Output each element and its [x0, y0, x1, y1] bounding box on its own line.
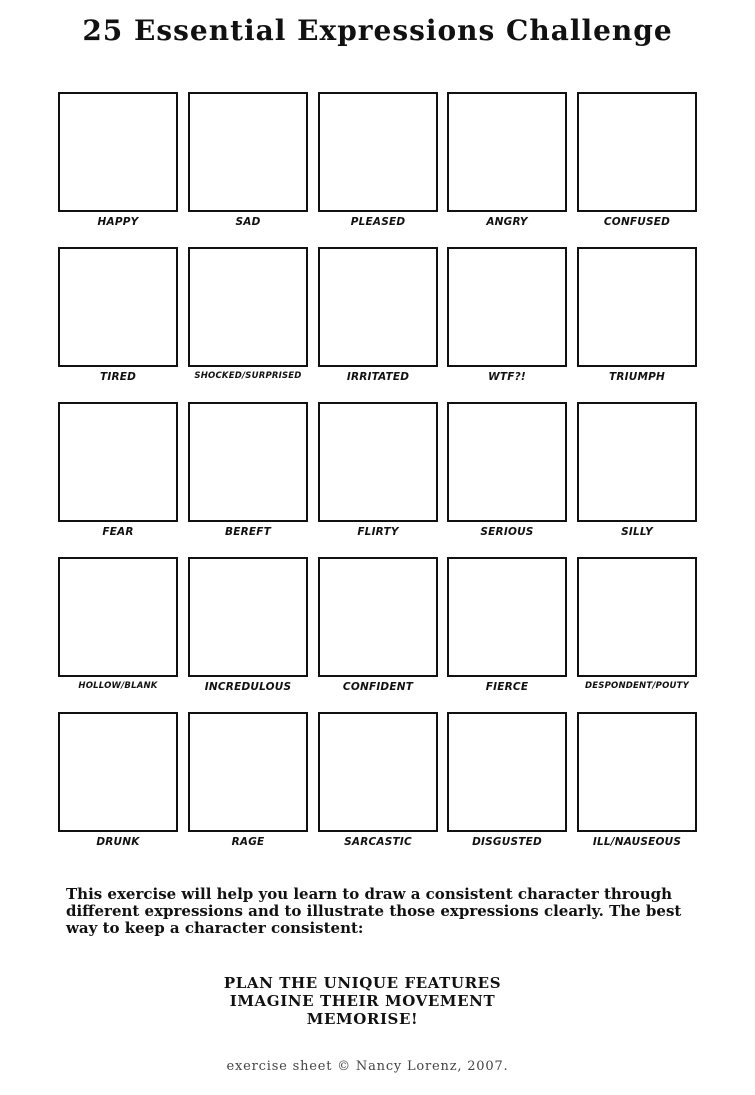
drawing-box — [58, 247, 178, 367]
expression-cell — [577, 402, 697, 552]
drawing-box — [188, 247, 308, 367]
expression-cell — [447, 247, 567, 397]
expression-cell — [577, 247, 697, 397]
expression-label: ILL/NAUSEOUS — [592, 836, 682, 848]
expression-cell — [58, 557, 178, 707]
expression-label: INCREDULOUS — [204, 681, 292, 693]
expression-label: SARCASTIC — [344, 836, 412, 848]
expression-cell — [58, 92, 178, 242]
expression-label: SAD — [235, 216, 261, 228]
drawing-box — [447, 712, 567, 832]
drawing-box — [58, 712, 178, 832]
steps-list — [0, 974, 725, 1028]
drawing-box — [577, 712, 697, 832]
expression-cell — [58, 402, 178, 552]
drawing-box — [188, 402, 308, 522]
drawing-box — [188, 92, 308, 212]
drawing-box — [318, 712, 438, 832]
expression-cell — [318, 557, 438, 707]
step-item: IMAGINE THEIR MOVEMENT — [229, 992, 496, 1010]
drawing-box — [447, 92, 567, 212]
expression-cell — [318, 712, 438, 862]
expression-cell — [188, 247, 308, 397]
drawing-box — [447, 557, 567, 677]
expression-label: SERIOUS — [480, 526, 534, 538]
step-item: MEMORISE! — [306, 1010, 419, 1028]
expression-cell — [447, 92, 567, 242]
expression-row — [58, 557, 698, 712]
expression-cell — [318, 402, 438, 552]
expression-cell — [577, 712, 697, 862]
expression-label: TIRED — [99, 371, 137, 383]
drawing-box — [577, 402, 697, 522]
expression-label: SHOCKED/SURPRISED — [194, 371, 302, 381]
expression-cell — [318, 92, 438, 242]
expression-label: FIERCE — [485, 681, 529, 693]
expression-label: PLEASED — [350, 216, 406, 228]
drawing-box — [447, 247, 567, 367]
expression-label: DRUNK — [96, 836, 140, 848]
drawing-box — [318, 247, 438, 367]
drawing-box — [188, 557, 308, 677]
expression-label: BEREFT — [225, 526, 271, 538]
drawing-box — [318, 557, 438, 677]
expression-cell — [318, 247, 438, 397]
expression-row — [58, 92, 698, 247]
expression-cell — [58, 247, 178, 397]
expression-cell — [188, 92, 308, 242]
expression-cell — [188, 402, 308, 552]
drawing-box — [58, 92, 178, 212]
expression-label: DISGUSTED — [472, 836, 542, 848]
drawing-box — [318, 402, 438, 522]
expression-row — [58, 712, 698, 867]
drawing-box — [577, 557, 697, 677]
expression-label: CONFUSED — [603, 216, 671, 228]
expression-label: TRIUMPH — [608, 371, 665, 383]
expression-label: HAPPY — [97, 216, 139, 228]
expression-label: HOLLOW/BLANK — [78, 681, 158, 691]
drawing-box — [577, 92, 697, 212]
expression-cell — [577, 557, 697, 707]
expression-grid — [58, 92, 698, 867]
copyright-credit: exercise sheet © Nancy Lorenz, 2007. — [226, 1059, 509, 1074]
expression-label: RAGE — [231, 836, 265, 848]
expression-label: IRRITATED — [346, 371, 410, 383]
expression-label: DESPONDENT/POUTY — [585, 681, 689, 691]
drawing-box — [188, 712, 308, 832]
expression-label: SILLY — [621, 526, 653, 538]
expression-label: ANGRY — [486, 216, 528, 228]
expression-row — [58, 402, 698, 557]
expression-row — [58, 247, 698, 402]
page-title: 25 Essential Expressions Challenge — [82, 14, 673, 47]
expression-label: WTF?! — [488, 371, 526, 383]
drawing-box — [318, 92, 438, 212]
expression-cell — [188, 712, 308, 862]
expression-cell — [188, 557, 308, 707]
expression-cell — [447, 712, 567, 862]
expression-cell — [577, 92, 697, 242]
expression-cell — [58, 712, 178, 862]
drawing-box — [447, 402, 567, 522]
drawing-box — [58, 402, 178, 522]
expression-cell — [447, 402, 567, 552]
expression-label: FLIRTY — [357, 526, 399, 538]
drawing-box — [58, 557, 178, 677]
expression-cell — [447, 557, 567, 707]
intro-paragraph: This exercise will help you learn to draw a consistent character through different expressions and to illustrate those expressions clearly. The best way to keep a character consistent: — [66, 885, 682, 937]
step-item: PLAN THE UNIQUE FEATURES — [223, 974, 502, 992]
expression-label: CONFIDENT — [342, 681, 414, 693]
drawing-box — [577, 247, 697, 367]
expression-label: FEAR — [102, 526, 134, 538]
